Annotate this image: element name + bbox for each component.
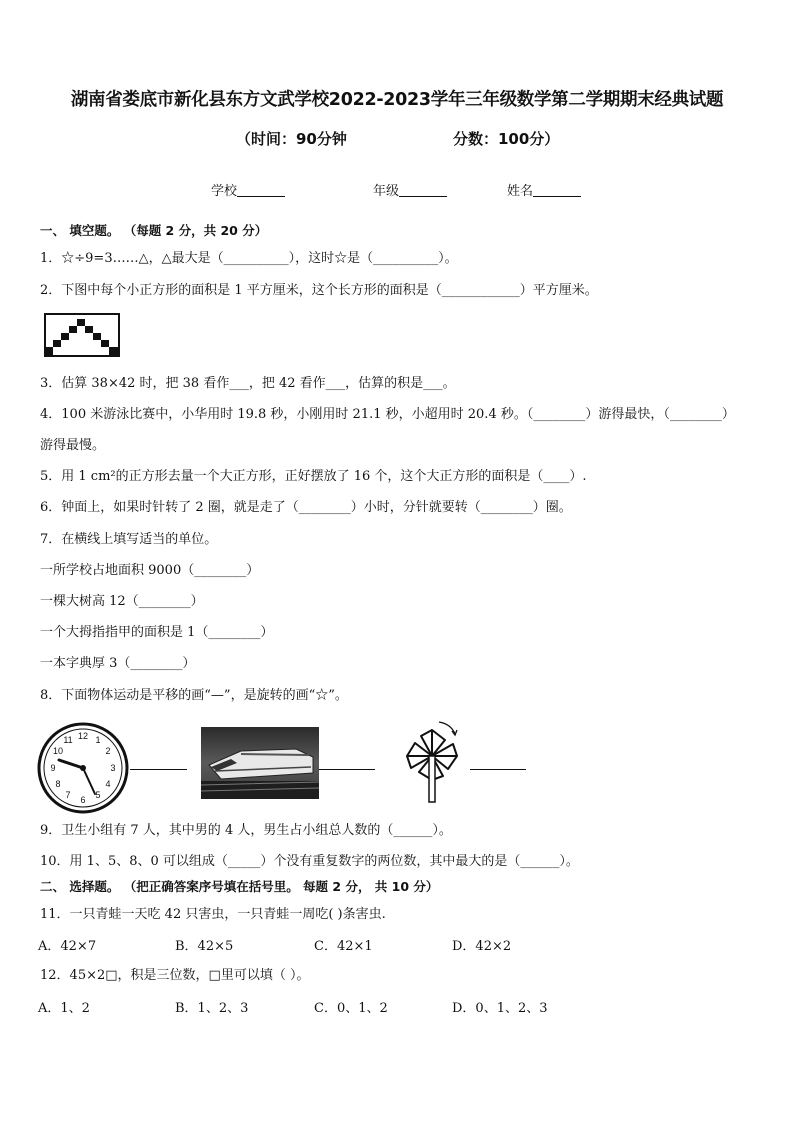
exam-score: 分数：100分） bbox=[453, 130, 560, 148]
clock-number: 9 bbox=[50, 763, 56, 773]
grid-square bbox=[69, 326, 77, 333]
question-8: 8．下面物体运动是平移的画“—”，是旋转的画“☆”。 bbox=[40, 688, 348, 703]
question-5: 5．用 1 cm²的正方形去量一个大正方形，正好摆放了 16 个，这个大正方形的面积是（____）. bbox=[40, 469, 587, 484]
clock-number: 8 bbox=[55, 779, 61, 789]
grid-square bbox=[77, 319, 85, 326]
question-4-line-2: 游得最慢。 bbox=[40, 438, 106, 453]
grid-square bbox=[53, 340, 61, 347]
question-6: 6．钟面上，如果时针转了 2 圈，就是走了（________）小时，分针就要转（________）圈。 bbox=[40, 500, 572, 515]
pinwheel-icon bbox=[393, 716, 471, 804]
option-12a[interactable]: A．1、2 bbox=[38, 1001, 90, 1016]
grid-square bbox=[85, 326, 93, 333]
grid-square bbox=[45, 347, 53, 355]
option-11c[interactable]: C．42×1 bbox=[314, 939, 373, 954]
high-speed-train-photo bbox=[201, 727, 319, 799]
clock-number: 10 bbox=[52, 746, 64, 756]
question-4-line-1: 4．100 米游泳比赛中，小华用时 19.8 秒，小刚用时 21.1 秒，小超用时 20.4 秒。（________）游得最快，（________） bbox=[40, 407, 735, 422]
question-7d: 一本字典厚 3（________） bbox=[40, 656, 196, 671]
grid-square bbox=[61, 333, 69, 340]
grade-field[interactable] bbox=[373, 180, 447, 199]
answer-line-pinwheel[interactable] bbox=[470, 769, 526, 770]
grid-rectangle-figure bbox=[44, 313, 120, 357]
grade-label: 年级 bbox=[373, 184, 400, 199]
grid-square bbox=[109, 347, 118, 355]
grid-square bbox=[93, 333, 101, 340]
option-12b[interactable]: B．1、2、3 bbox=[175, 1001, 249, 1016]
section-heading-multiple-choice: 二、 选择题。 （把正确答案序号填在括号里。 每题 2 分， 共 10 分） bbox=[40, 879, 439, 894]
question-2: 2．下图中每个小正方形的面积是 1 平方厘米，这个长方形的面积是（____________）平方厘米。 bbox=[40, 283, 598, 298]
clock-number: 3 bbox=[110, 763, 116, 773]
option-12c[interactable]: C．0、1、2 bbox=[314, 1001, 388, 1016]
pinwheel-stick bbox=[429, 756, 435, 802]
question-1: 1．☆÷9=3……△，△最大是（__________），这时☆是（__________）。 bbox=[40, 251, 458, 266]
question-3: 3．估算 38×42 时，把 38 看作___，把 42 看作___，估算的积是___。 bbox=[40, 376, 456, 391]
answer-line-clock[interactable] bbox=[130, 769, 187, 770]
grid-square bbox=[101, 340, 109, 347]
clock-number: 5 bbox=[95, 790, 101, 800]
exam-time: （时间：90分钟 bbox=[236, 130, 347, 148]
page-title: 湖南省娄底市新化县东方文武学校2022-2023学年三年级数学第二学期期末经典试题 bbox=[70, 90, 724, 110]
question-9: 9．卫生小组有 7 人，其中男的 4 人，男生占小组总人数的（______）。 bbox=[40, 823, 452, 838]
clock-number: 6 bbox=[80, 795, 86, 805]
option-11a[interactable]: A．42×7 bbox=[38, 939, 97, 954]
school-field[interactable] bbox=[211, 180, 285, 199]
option-11b[interactable]: B．42×5 bbox=[175, 939, 234, 954]
question-7c: 一个大拇指指甲的面积是 1（________） bbox=[40, 625, 274, 640]
question-7a: 一所学校占地面积 9000（________） bbox=[40, 563, 260, 578]
school-label: 学校 bbox=[211, 184, 238, 199]
question-12: 12．45×2□，积是三位数，□里可以填（ ）。 bbox=[40, 968, 310, 983]
clock-number: 2 bbox=[105, 746, 111, 756]
question-7: 7．在横线上填写适当的单位。 bbox=[40, 532, 218, 547]
clock-number: 12 bbox=[77, 731, 89, 741]
question-10: 10．用 1、5、8、0 可以组成（_____）个没有重复数字的两位数，其中最大的是（______）。 bbox=[40, 854, 579, 869]
name-field[interactable] bbox=[507, 180, 581, 199]
clock-number: 1 bbox=[95, 735, 101, 745]
clock-number: 4 bbox=[105, 779, 111, 789]
question-11: 11．一只青蛙一天吃 42 只害虫，一只青蛙一周吃( )条害虫. bbox=[40, 907, 386, 922]
answer-line-train[interactable] bbox=[319, 769, 375, 770]
option-12d[interactable]: D．0、1、2、3 bbox=[452, 1001, 548, 1016]
clock-icon bbox=[37, 722, 129, 814]
name-label: 姓名 bbox=[507, 184, 534, 199]
clock-number: 7 bbox=[65, 790, 71, 800]
option-11d[interactable]: D．42×2 bbox=[452, 939, 512, 954]
question-7b: 一棵大树高 12（________） bbox=[40, 594, 204, 609]
clock-number: 11 bbox=[63, 735, 73, 745]
section-heading-fill-in: 一、 填空题。 （每题 2 分，共 20 分） bbox=[40, 223, 268, 238]
